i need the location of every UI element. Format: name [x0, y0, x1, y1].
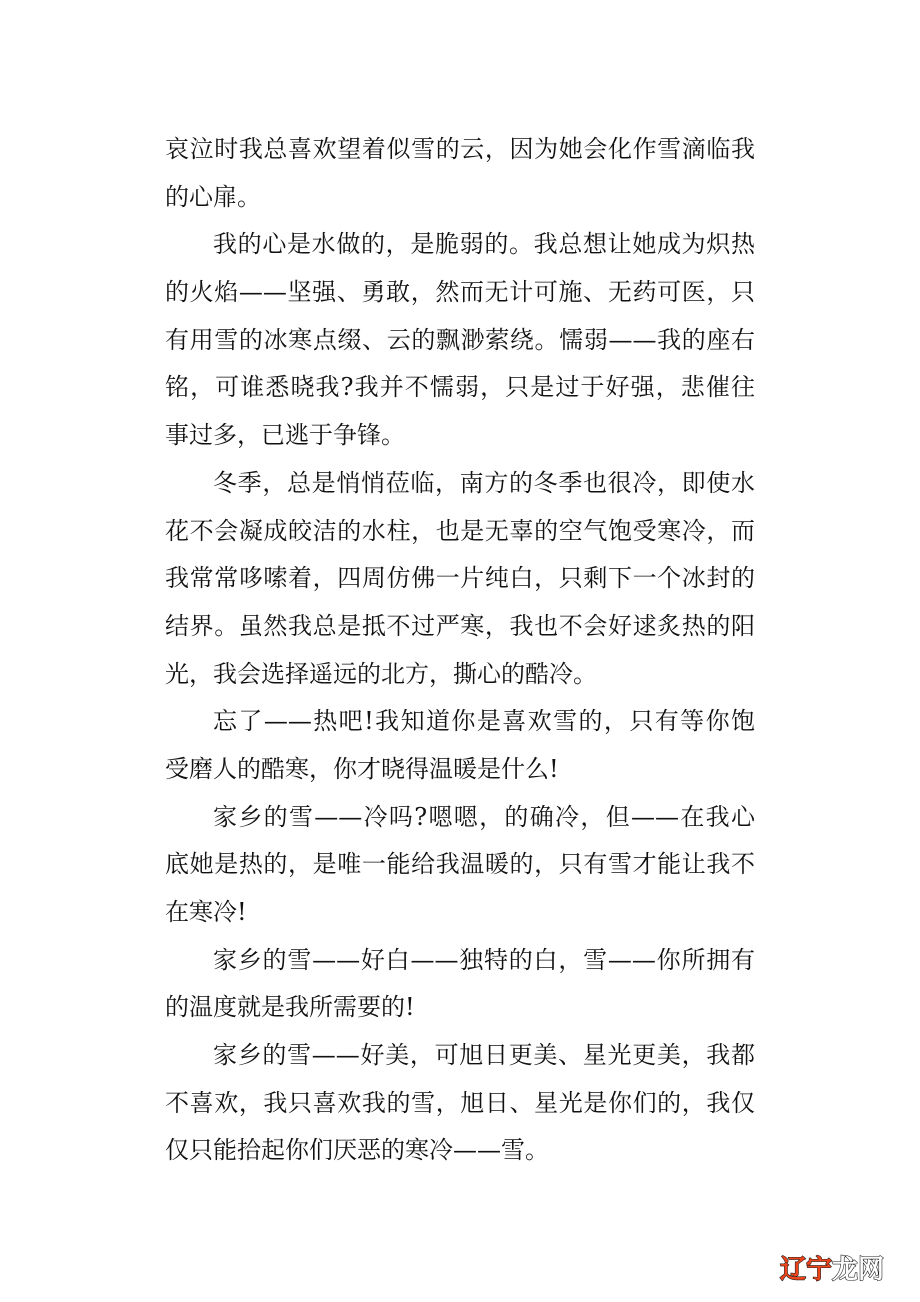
- paragraph: [165, 1032, 755, 1175]
- paragraph: [165, 698, 755, 793]
- text-line: 在寒冷!: [165, 898, 247, 926]
- text-line: 我的心是水做的，是脆弱的。我总想让她成为炽热: [213, 230, 755, 259]
- text-line: 铭，可谁悉晓我?我并不懦弱，只是过于好强，悲催往: [165, 373, 755, 402]
- paragraph: [165, 937, 755, 1032]
- text-line: 家乡的雪——好美，可旭日更美、星光更美，我都: [213, 1041, 755, 1070]
- text-line: 有用雪的冰寒点缀、云的飘渺萦绕。懦弱——我的座右: [165, 325, 755, 354]
- text-line: 的心扉。: [165, 182, 261, 211]
- text-line: 花不会凝成皎洁的水柱，也是无辜的空气饱受寒冷，而: [165, 516, 755, 545]
- paragraph: [165, 460, 755, 698]
- text-line: 不喜欢，我只喜欢我的雪，旭日、星光是你们的，我仅: [165, 1088, 755, 1117]
- text-line: 的火焰——坚强、勇敢，然而无计可施、无药可医，只: [165, 278, 755, 307]
- text-line: 光，我会选择遥远的北方，撕心的酷冷。: [165, 659, 597, 688]
- text-line: 我常常哆嗦着，四周仿佛一片纯白，只剩下一个冰封的: [165, 564, 755, 593]
- text-line: 家乡的雪——好白——独特的白，雪——你所拥有: [213, 945, 755, 974]
- text-line: 底她是热的，是唯一能给我温暖的，只有雪才能让我不: [165, 850, 755, 879]
- text-line: 结界。虽然我总是抵不过严寒，我也不会好逑炙热的阳: [165, 611, 755, 640]
- text-line: 仅只能拾起你们厌恶的寒冷——雪。: [165, 1136, 549, 1165]
- paragraph: [165, 126, 755, 221]
- text-line: 哀泣时我总喜欢望着似雪的云，因为她会化作雪滴临我: [165, 135, 755, 163]
- text-line: 事过多，已逃于争锋。: [165, 421, 405, 450]
- watermark-logo-part1: 辽宁: [779, 1255, 832, 1285]
- paragraph: [165, 221, 755, 459]
- text-line: 冬季，总是悄悄莅临，南方的冬季也很冷，即使水: [213, 468, 755, 497]
- article-body: [165, 126, 755, 1175]
- text-line: 家乡的雪——冷吗?嗯嗯，的确冷，但——在我心: [213, 802, 755, 831]
- text-line: 受磨人的酷寒，你才晓得温暖是什么!: [165, 754, 559, 783]
- text-line: 的温度就是我所需要的!: [165, 993, 415, 1022]
- paragraph: [165, 794, 755, 937]
- watermark-logo-part2: 龙网: [831, 1255, 884, 1285]
- watermark-logo: [780, 1249, 884, 1286]
- text-line: 忘了——热吧!我知道你是喜欢雪的，只有等你饱: [213, 707, 755, 736]
